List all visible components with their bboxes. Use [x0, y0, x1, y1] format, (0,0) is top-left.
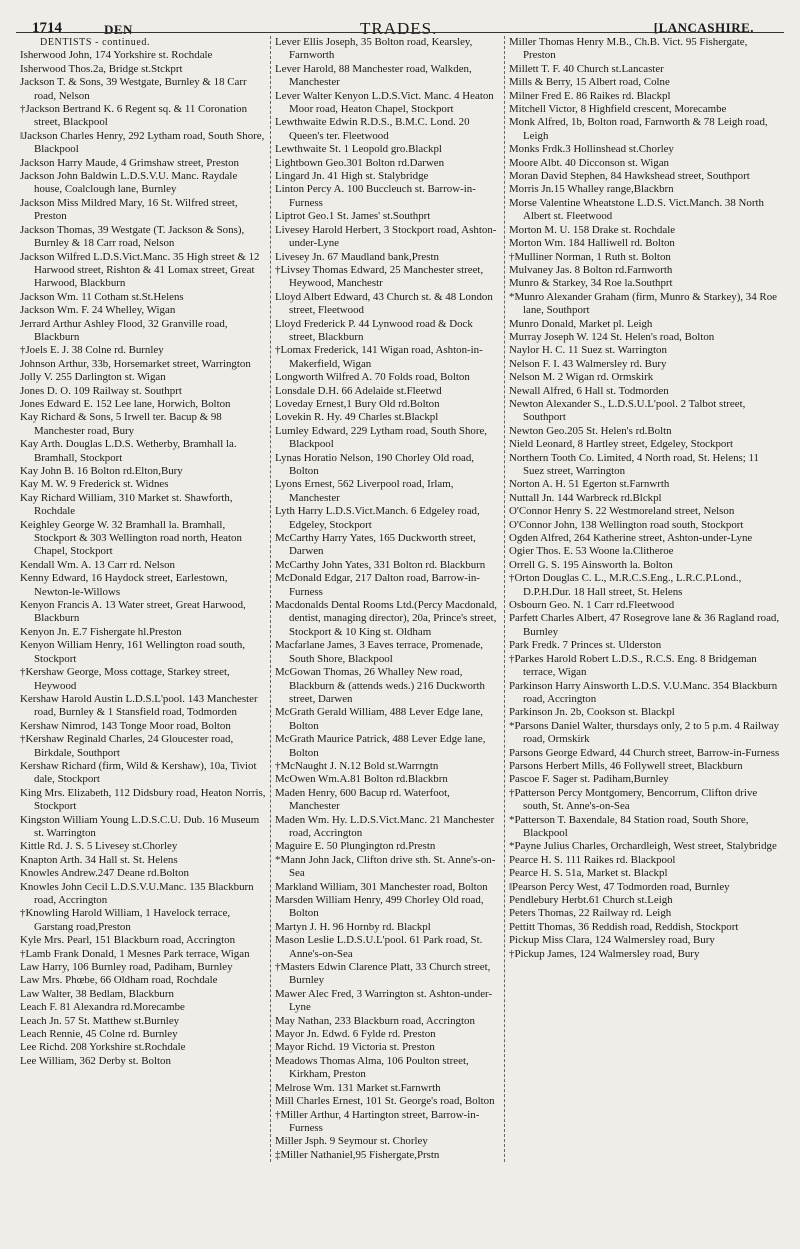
directory-entry: Morse Valentine Wheatstone L.D.S. Vict.Manch. 38 North Albert st. Fleetwood — [509, 196, 764, 223]
directory-entry: Parfett Charles Albert, 47 Rosegrove lane & 36 Ragland road, Burnley — [509, 612, 780, 638]
directory-entry: †McNaught J. N.12 Bold st.Warrngtn — [275, 759, 439, 772]
directory-entry: †Orton Douglas C. L., M.R.C.S.Eng., L.R.C.P.Lond., D.P.H.Dur. 18 Hall street, St. Helens — [509, 572, 742, 598]
directory-entry: Norton A. H. 51 Egerton st.Farnwrth — [509, 478, 670, 491]
directory-entry: Mulvaney Jas. 8 Bolton rd.Farnworth — [509, 263, 673, 276]
directory-entry: *Payne Julius Charles, Orchardleigh, West street, Stalybridge — [509, 840, 777, 853]
directory-entry: Murray Joseph W. 124 St. Helen's road, Bolton — [509, 330, 715, 343]
directory-entry: Johnson Arthur, 33b, Horsemarket street, Warrington — [20, 357, 251, 370]
directory-entry: Newton Geo.205 St. Helen's rd.Boltn — [509, 424, 672, 437]
directory-entry: Macfarlane James, 3 Eaves terrace, Promenade, South Shore, Blackpool — [275, 639, 484, 665]
directory-entry: †Parkes Harold Robert L.D.S., R.C.S. Eng. 8 Bridgeman terrace, Wigan — [509, 652, 757, 679]
directory-entry: Kershaw Harold Austin L.D.S.L'pool. 143 Manchester road, Burnley & 1 Stansfield road, Todmorden — [20, 692, 258, 719]
directory-entry: Lynas Horatio Nelson, 190 Chorley Old road, Bolton — [275, 451, 475, 477]
directory-entry: Mitchell Victor, 8 Highfield crescent, Morecambe — [509, 103, 727, 116]
directory-entry: Livesey Harold Herbert, 3 Stockport road, Ashton-under-Lyne — [275, 223, 497, 250]
directory-entry: Mawer Alec Fred, 3 Warrington st. Ashton-under-Lyne — [275, 987, 493, 1014]
directory-entry: Peters Thomas, 22 Railway rd. Leigh — [509, 907, 672, 920]
directory-entry: Kershaw Richard (firm, Wild & Kershaw), 10a, Tiviot dale, Stockport — [20, 759, 257, 786]
directory-entry: McOwen Wm.A.81 Bolton rd.Blackbrn — [275, 773, 448, 786]
directory-entry: O'Connor Henry S. 22 Westmoreland street, Nelson — [509, 505, 735, 518]
directory-entry: Kenyon William Henry, 161 Wellington road south, Stockport — [20, 639, 246, 665]
directory-entry: King Mrs. Elizabeth, 112 Didsbury road, Heaton Norris, Stockport — [20, 786, 266, 813]
directory-entry: ‖Pearson Percy West, 47 Todmorden road, Burnley — [509, 880, 730, 893]
directory-entry: O'Connor John, 138 Wellington road south, Stockport — [509, 518, 744, 531]
directory-entry: Pascoe F. Sager st. Padiham,Burnley — [509, 773, 669, 786]
directory-entry: Osbourn Geo. N. 1 Carr rd.Fleetwood — [509, 599, 675, 612]
directory-entry: Knowles Andrew.247 Deane rd.Bolton — [20, 867, 189, 880]
directory-entry: Maden Henry, 600 Bacup rd. Waterfoot, Manchester — [275, 786, 450, 813]
column-3 — [504, 36, 784, 1162]
directory-entry: *Parsons Daniel Walter, thursdays only, 2 to 5 p.m. 4 Railway road, Ormskirk — [509, 719, 780, 746]
directory-entry: †Livsey Thomas Edward, 25 Manchester street, Heywood, Manchestr — [275, 263, 484, 290]
directory-entry: †Miller Arthur, 4 Hartington street, Barrow-in-Furness — [275, 1108, 480, 1134]
directory-entry: Lee William, 362 Derby st. Bolton — [20, 1054, 171, 1067]
directory-entry: Jackson Wilfred L.D.S.Vict.Manc. 35 High street & 12 Harwood street, Rishton & 41 Lomax street, Great Harwood, Blackburn — [20, 250, 260, 290]
directory-entry: Lever Harold, 88 Manchester road, Walkden, Manchester — [275, 62, 472, 89]
directory-entry: Park Fredk. 7 Princes st. Ulderston — [509, 639, 662, 652]
directory-entry: †Pickup James, 124 Walmersley road, Bury — [509, 947, 700, 960]
directory-entry: Kay Richard & Sons, 5 Irwell ter. Bacup & 98 Manchester road, Bury — [20, 411, 222, 437]
directory-entry: Jackson Thomas, 39 Westgate (T. Jackson & Sons), Burnley & 18 Carr road, Nelson — [20, 223, 245, 250]
directory-entry: Lyons Ernest, 562 Liverpool road, Irlam, Manchester — [275, 478, 454, 504]
directory-entry: Mill Charles Ernest, 101 St. George's road, Bolton — [275, 1095, 495, 1108]
directory-entry: May Nathan, 233 Blackburn road, Accrington — [275, 1014, 475, 1027]
directory-entry: †Knowling Harold William, 1 Havelock terrace, Garstang road,Preston — [20, 907, 231, 933]
directory-entry: Orrell G. S. 195 Ainsworth la. Bolton — [509, 558, 673, 571]
directory-entry: Ogden Alfred, 264 Katherine street, Ashton-under-Lyne — [509, 532, 753, 545]
directory-entry: Isherwood Thos.2a, Bridge st.Stckprt — [20, 62, 183, 75]
directory-entry: Melrose Wm. 131 Market st.Farnwrth — [275, 1081, 441, 1094]
directory-entry: †Lomax Frederick, 141 Wigan road, Ashton-in-Makerfield, Wigan — [275, 344, 483, 370]
directory-entry: Meadows Thomas Alma, 106 Poulton street, Kirkham, Preston — [275, 1054, 469, 1081]
directory-entry: Lever Walter Kenyon L.D.S.Vict. Manc. 4 Heaton Moor road, Heaton Chapel, Stockport — [275, 89, 494, 116]
directory-entry: Mayor Jn. Edwd. 6 Fylde rd. Preston — [275, 1028, 436, 1041]
directory-entry: Mason Leslie L.D.S.U.L'pool. 61 Park road, St. Anne's-on-Sea — [275, 934, 483, 960]
directory-entry: Lonsdale D.H. 66 Adelaide st.Fleetwd — [275, 384, 442, 397]
directory-entry: Moore Albt. 40 Dicconson st. Wigan — [509, 156, 669, 169]
directory-entry: Miller Thomas Henry M.B., Ch.B. Vict. 95 Fishergate, Preston — [509, 36, 748, 62]
directory-entry: Moran David Stephen, 84 Hawkshead street, Southport — [509, 170, 750, 183]
directory-entry: Munro & Starkey, 34 Roe la.Southprt — [509, 277, 673, 290]
directory-entry: *Patterson T. Baxendale, 84 Station road, South Shore, Blackpool — [509, 813, 749, 839]
directory-entry: Kay Arth. Douglas L.D.S. Wetherby, Bramhall la. Bramhall, Stockport — [20, 438, 237, 464]
directory-entry: Morris Jn.15 Whalley range,Blackbrn — [509, 183, 674, 196]
directory-entry: †Masters Edwin Clarence Platt, 33 Church street, Burnley — [275, 961, 491, 987]
directory-entry: Pendlebury Herbt.61 Church st.Leigh — [509, 894, 673, 906]
directory-entry: Knowles John Cecil L.D.S.V.U.Manc. 135 Blackburn road, Accrington — [20, 880, 254, 906]
column-2 — [270, 36, 504, 1162]
column-1 — [16, 36, 270, 1162]
directory-entry: Keighley George W. 32 Bramhall la. Bramhall, Stockport & 303 Wellington road north, Heaton Chapel, Stockport — [20, 518, 242, 558]
directory-entry: Kay John B. 16 Bolton rd.Elton,Bury — [20, 465, 183, 477]
directory-entry: Jackson Miss Mildred Mary, 16 St. Wilfred street, Preston — [20, 196, 238, 223]
directory-entry: *Mann John Jack, Clifton drive sth. St. Anne's-on-Sea — [275, 853, 496, 880]
directory-entry: McGrath Maurice Patrick, 488 Lever Edge lane, Bolton — [275, 733, 486, 759]
directory-entry: Kingston William Young L.D.S.C.U. Dub. 16 Museum st. Warrington — [20, 813, 260, 839]
directory-entry: ‖Jackson Charles Henry, 292 Lytham road, South Shore, Blackpool — [20, 129, 265, 156]
directory-entry: Kyle Mrs. Pearl, 151 Blackburn road, Accrington — [20, 934, 236, 947]
page-number: 1714 — [32, 20, 62, 36]
directory-entry: Northern Tooth Co. Limited, 4 North road, St. Helens; 11 Suez street, Warrington — [509, 451, 759, 477]
directory-entry: Linton Percy A. 100 Buccleuch st. Barrow-in-Furness — [275, 183, 476, 209]
directory-entry: Jolly V. 255 Darlington st. Wigan — [20, 371, 166, 384]
directory-entry: Leach F. 81 Alexandra rd.Morecambe — [20, 1001, 185, 1014]
directory-entry: Jones Edward E. 152 Lee lane, Horwich, Bolton — [20, 397, 231, 410]
header-rule — [16, 32, 784, 33]
directory-entry: Lovekin R. Hy. 49 Charles st.Blackpl — [275, 411, 439, 424]
directory-entry: Ogier Thos. E. 53 Woone la.Clitheroe — [509, 545, 674, 558]
directory-entry: Milner Fred E. 86 Raikes rd. Blackpl — [509, 89, 671, 102]
directory-entry: Kenyon Jn. E.7 Fishergate hl.Preston — [20, 625, 182, 638]
directory-entry: †Mulliner Norman, 1 Ruth st. Bolton — [509, 250, 671, 263]
directory-entry: Parsons Herbert Mills, 46 Follywell street, Blackburn — [509, 759, 743, 772]
directory-entry: McCarthy John Yates, 331 Bolton rd. Blackburn — [275, 558, 486, 571]
directory-entry: Maden Wm. Hy. L.D.S.Vict.Manc. 21 Manchester road, Accrington — [275, 813, 495, 839]
directory-entry: Jones D. O. 109 Railway st. Southprt — [20, 384, 182, 397]
page-header — [16, 10, 784, 38]
directory-entry: Law Mrs. Phœbe, 66 Oldham road, Rochdale — [20, 974, 218, 987]
directory-entry: McDonald Edgar, 217 Dalton road, Barrow-in-Furness — [275, 572, 480, 598]
directory-entry: Martyn J. H. 96 Hornby rd. Blackpl — [275, 920, 431, 933]
directory-entry: Parkinson Harry Ainsworth L.D.S. V.U.Manc. 354 Blackburn road, Accrington — [509, 679, 778, 705]
directory-entry: Naylor H. C. 11 Suez st. Warrington — [509, 344, 667, 357]
directory-entry: Liptrot Geo.1 St. James' st.Southprt — [275, 210, 431, 223]
directory-entry: Pickup Miss Clara, 124 Walmersley road, Bury — [509, 934, 715, 947]
directory-entry: Morton M. U. 158 Drake st. Rochdale — [509, 223, 676, 236]
directory-entry: Millett T. F. 40 Church st.Lancaster — [509, 62, 664, 75]
directory-entry: Parsons George Edward, 44 Church street, Barrow-in-Furness — [509, 746, 780, 759]
directory-entry: Kay Richard William, 310 Market st. Shawforth, Rochdale — [20, 491, 233, 518]
directory-entry: Knapton Arth. 34 Hall st. St. Helens — [20, 853, 178, 866]
directory-entry: Nelson F. I. 43 Walmersley rd. Bury — [509, 357, 667, 370]
directory-entry: Isherwood John, 174 Yorkshire st. Rochdale — [20, 49, 213, 62]
directory-entry: Law Harry, 106 Burnley road, Padiham, Burnley — [20, 961, 233, 974]
directory-entry: Pearce H. S. 51a, Market st. Blackpl — [509, 867, 668, 880]
directory-entry: †Patterson Percy Montgomery, Bencorrum, Clifton drive south, St. Anne's-on-Sea — [509, 786, 758, 813]
directory-entry: Munro Donald, Market pl. Leigh — [509, 317, 653, 330]
directory-entry: Jackson T. & Sons, 39 Westgate, Burnley & 18 Carr road, Nelson — [20, 76, 247, 102]
directory-entry: Jackson Wm. 11 Cotham st.St.Helens — [20, 290, 184, 303]
directory-entry: Nuttall Jn. 144 Warbreck rd.Blckpl — [509, 491, 662, 504]
directory-entry: Nelson M. 2 Wigan rd. Ormskirk — [509, 371, 654, 384]
directory-entry: Parkinson Jn. 2b, Cookson st. Blackpl — [509, 706, 675, 719]
directory-entry: ‡Miller Nathaniel,95 Fishergate,Prstn — [275, 1148, 440, 1161]
directory-entry: Macdonalds Dental Rooms Ltd.(Percy Macdonald, dentist, managing director), 20a, Prince's street, Stockport & 10 King st. Oldham — [275, 599, 497, 638]
directory-entry: Lever Ellis Joseph, 35 Bolton road, Kearsley, Farnworth — [275, 36, 473, 62]
directory-entry: Kershaw Nimrod, 143 Tonge Moor road, Bolton — [20, 719, 231, 732]
directory-entry: Morton Wm. 184 Halliwell rd. Bolton — [509, 237, 675, 250]
directory-entry: Loveday Ernest,1 Bury Old rd.Bolton — [275, 397, 440, 410]
directory-entry: Lewthwaite St. 1 Leopold gro.Blackpl — [275, 143, 442, 156]
directory-entry: Lewthwaite Edwin R.D.S., B.M.C. Lond. 20 Queen's ter. Fleetwood — [275, 116, 470, 142]
directory-entry: Markland William, 301 Manchester road, Bolton — [275, 880, 488, 893]
directory-entry: *Munro Alexander Graham (firm, Munro & Starkey), 34 Roe lane, Southport — [509, 290, 777, 317]
directory-entry: Leach Rennie, 45 Colne rd. Burnley — [20, 1028, 178, 1041]
section-heading: DENTISTS - continued. — [40, 37, 151, 48]
directory-entry: McGrath Gerald William, 488 Lever Edge lane, Bolton — [275, 706, 484, 732]
directory-entry: Mayor Richd. 19 Victoria st. Preston — [275, 1041, 435, 1054]
directory-entry: Lingard Jn. 41 High st. Stalybridge — [275, 170, 429, 183]
directory-entry: Newton Alexander S., L.D.S.U.L'pool. 2 Talbot street, Southport — [509, 397, 746, 424]
directory-entry: McGowan Thomas, 26 Whalley New road, Blackburn & (attends weds.) 216 Duckworth street, Darwen — [275, 666, 485, 705]
directory-entry: Kay M. W. 9 Frederick st. Widnes — [20, 478, 169, 491]
directory-entry: Longworth Wilfred A. 70 Folds road, Bolton — [275, 371, 470, 384]
directory-entry: Maguire E. 50 Plungington rd.Prestn — [275, 840, 436, 853]
directory-entry: Jackson Harry Maude, 4 Grimshaw street, Preston — [20, 156, 239, 169]
directory-entry: Lightbown Geo.301 Bolton rd.Darwen — [275, 156, 445, 169]
directory-entry: Newall Alfred, 6 Hall st. Todmorden — [509, 384, 669, 397]
directory-entry: †Joels E. J. 38 Colne rd. Burnley — [20, 344, 164, 357]
page-title: TRADES. — [360, 19, 438, 38]
section-code: DEN — [104, 22, 133, 37]
directory-entry: Monk Alfred, 1b, Bolton road, Farnworth & 78 Leigh road, Leigh — [509, 116, 768, 142]
directory-entry: Leach Jn. 57 St. Matthew st.Burnley — [20, 1014, 180, 1027]
directory-entry: Nield Leonard, 8 Hartley street, Edgeley, Stockport — [509, 438, 733, 451]
directory-entry: Jackson Wm. F. 24 Whelley, Wigan — [20, 304, 176, 317]
directory-entry: Law Walter, 38 Bedlam, Blackburn — [20, 987, 174, 1000]
directory-entry: †Jackson Bertrand K. 6 Regent sq. & 11 Coronation street, Blackpool — [20, 103, 248, 129]
directory-entry: Kenny Edward, 16 Haydock street, Earlestown, Newton-le-Willows — [20, 572, 228, 598]
directory-entry: Mills & Berry, 15 Albert road, Colne — [509, 76, 670, 89]
directory-entry: †Lamb Frank Donald, 1 Mesnes Park terrace, Wigan — [20, 947, 250, 960]
directory-entry: Lyth Harry L.D.S.Vict.Manch. 6 Edgeley road, Edgeley, Stockport — [275, 505, 480, 531]
directory-entry: Jerrard Arthur Ashley Flood, 32 Granville road, Blackburn — [20, 317, 228, 343]
directory-columns — [16, 36, 784, 1162]
directory-entry: Marsden William Henry, 499 Chorley Old road, Bolton — [275, 894, 484, 920]
directory-entry: Jackson John Baldwin L.D.S.V.U. Manc. Raydale house, Coalclough lane, Burnley — [20, 170, 238, 196]
directory-entry: †Kershaw Reginald Charles, 24 Gloucester road, Birkdale, Southport — [20, 733, 234, 759]
directory-entry: Pettitt Thomas, 36 Reddish road, Reddish, Stockport — [509, 920, 739, 933]
region-label: [LANCASHIRE. — [653, 20, 754, 35]
directory-entry: Lee Richd. 208 Yorkshire st.Rochdale — [20, 1041, 186, 1054]
directory-entry: McCarthy Harry Yates, 165 Duckworth street, Darwen — [275, 532, 476, 558]
directory-entry: Pearce H. S. 111 Raikes rd. Blackpool — [509, 853, 676, 866]
directory-entry: Kendall Wm. A. 13 Carr rd. Nelson — [20, 558, 175, 571]
directory-entry: Lumley Edward, 229 Lytham road, South Shore, Blackpool — [275, 424, 488, 451]
directory-entry: Livesey Jn. 67 Maudland bank,Prestn — [275, 250, 439, 263]
directory-entry: †Kershaw George, Moss cottage, Starkey street, Heywood — [20, 666, 230, 692]
directory-entry: Kenyon Francis A. 13 Water street, Great Harwood, Blackburn — [20, 599, 246, 625]
directory-entry: Lloyd Albert Edward, 43 Church st. & 48 London street, Fleetwood — [275, 290, 493, 317]
directory-entry: Miller Jsph. 9 Seymour st. Chorley — [275, 1135, 428, 1148]
directory-entry: Lloyd Frederick P. 44 Lynwood road & Dock street, Blackburn — [275, 317, 473, 343]
directory-entry: Kittle Rd. J. S. 5 Livesey st.Chorley — [20, 840, 178, 853]
directory-entry: Monks Frdk.3 Hollinshead st.Chorley — [509, 143, 674, 156]
